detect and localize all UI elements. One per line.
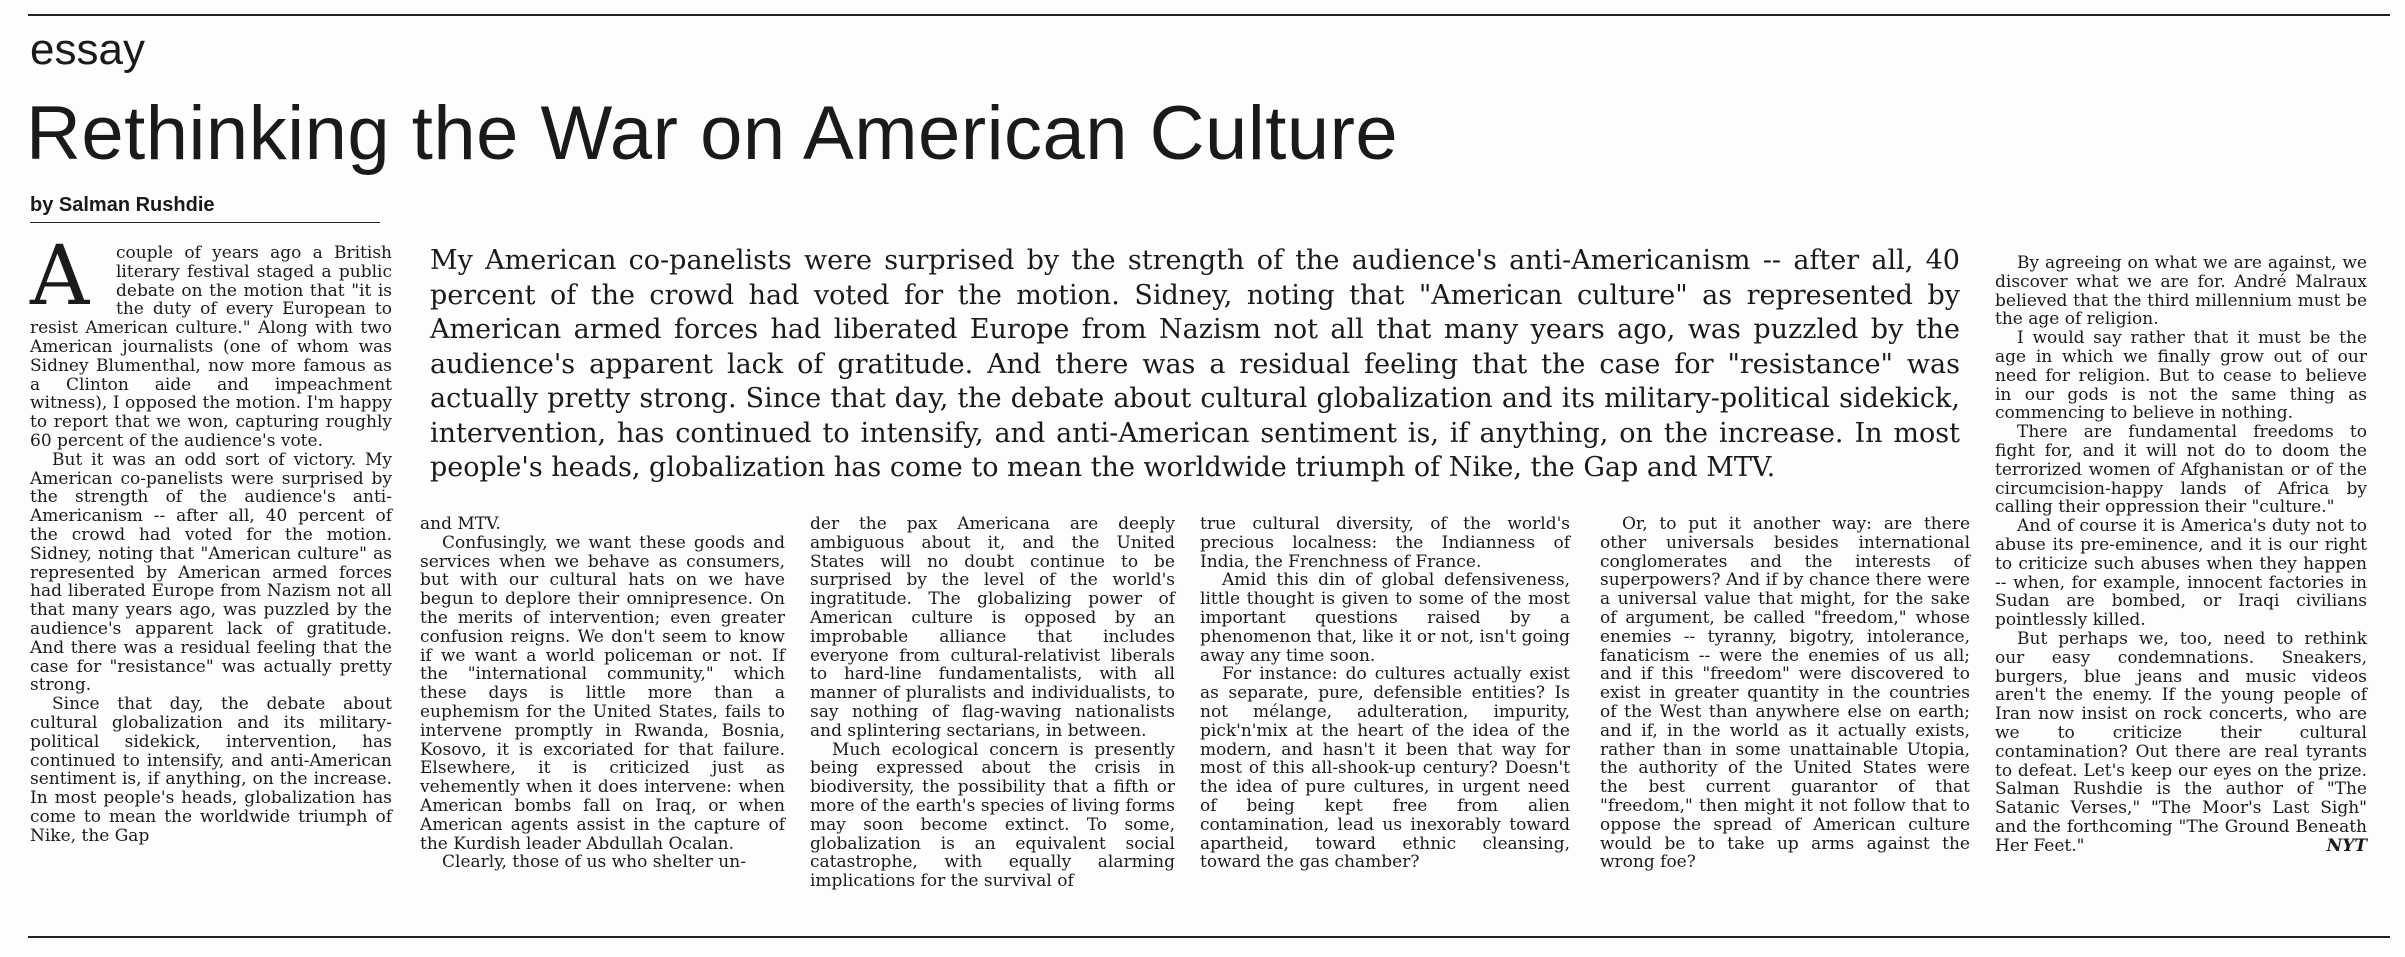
- paragraph: [1995, 630, 2367, 856]
- closing-text: But perhaps we, too, need to rethink our easy condemnations. Sneakers, burgers, blue jeans and music videos aren't the enemy. If the young people of Iran now insist on rock concerts, who are we to criticize their cultural contamination? Out there are real tyrants to defeat. Let's keep our eyes on the prize. Salman Rushdie is the author of "The Satanic Verses," "The Moor's Last Sigh" and the forthcoming "The Ground Beneath Her Feet.": [1995, 628, 2367, 856]
- paragraph: I would say rather that it must be the age in which we finally grow out of our need for religion. But to cease to believe in our gods is not the same thing as commencing to believe in nothing.: [1995, 328, 2367, 424]
- paragraph: And of course it is America's duty not to abuse its pre-eminence, and it is our right to criticize such abuses when they happen -- when, for example, innocent factories in Sudan are bombed, or Iraqi civilians pointlessly killed.: [1995, 516, 2367, 631]
- dropcap-box: [30, 229, 108, 324]
- paragraph: Since that day, the debate about cultural globalization and its military-political sidekick, intervention, has continued to intensify, and anti-American sentiment is, if anything, on the increase. In most people's heads, globalization has come to mean the worldwide triumph of Nike, the Gap: [30, 694, 392, 846]
- paragraph: Much ecological concern is presently being expressed about the crisis in biodiversity, the possibility that a fifth or more of the earth's species of living forms may soon become extinct. To some, globalization is an equivalent social catastrophe, with equally alarming implications for the survival of: [810, 739, 1175, 892]
- paragraph: But it was an odd sort of victory. My American co-panelists were surprised by the strength of the audience's anti-Americanism -- after all, 40 percent of the crowd had voted for the motion. Sidney, noting that "American culture" as represented by American armed forces had liberated Europe from Nazism not all that many years ago, was puzzled by the audience's apparent lack of gratitude. And there was a residual feeling that the case for "resistance" was actually pretty strong.: [30, 449, 392, 696]
- paragraph: Or, to put it another way: are there other universals besides international conglomerates and the interests of superpowers? And if by chance there were a universal value that might, for the sake of argument, be called "freedom," whose enemies -- tyranny, bigotry, intolerance, fanaticism -- were the enemies of us all; and if this "freedom" were discovered to exist in greater quantity in the countries of the West than anywhere else on earth; and if, in the world as it actually exists, rather than in some unattainable Utopia, the authority of the United States were the best current guarantor of that "freedom," then might it not follow that to oppose the spread of American culture would be to take up arms against the wrong foe?: [1600, 514, 1970, 873]
- paragraph: Clearly, those of us who shelter un-: [442, 852, 746, 873]
- paragraph: There are fundamental freedoms to fight for, and it will not do to doom the terrorized women of Afghanistan or of the circumcision-happy lands of Africa by calling their oppression their "culture.": [1995, 422, 2367, 518]
- bottom-rule: [28, 936, 2390, 938]
- column-5: [1600, 515, 1970, 872]
- paragraph: For instance: do cultures actually exist as separate, pure, defensible entities? Is not mélange, adulteration, impurity, pick'n'mix at the heart of the idea of the modern, and hasn't it been that way for most of this all-shook-up century? Doesn't the idea of pure cultures, in urgent need of being kept free from alien contamination, lead us inexorably toward apartheid, toward ethnic cleansing, toward the gas chamber?: [1200, 664, 1570, 873]
- headline: Rethinking the War on American Culture: [26, 91, 1399, 176]
- paragraph: and MTV.: [420, 514, 501, 534]
- byline: by Salman Rushdie: [30, 194, 215, 216]
- lead-text: couple of years ago a British literary festival staged a public debate on the motion that "it is the duty of every European to resist American culture." Along with two American journalists (one of whom was Sidney Blumenthal, now more famous as a Clinton aide and impeachment witness), I opposed the motion. I'm happy to report that we won, capturing roughly 60 percent of the audience's vote.: [30, 243, 392, 451]
- paragraph: true cultural diversity, of the world's precious localness: the Indianness of India, the Frenchness of France.: [1200, 514, 1570, 572]
- paragraph: Amid this din of global defensiveness, little thought is given to some of the most important questions raised by a phenomenon that, like it or not, isn't going away any time soon.: [1200, 570, 1570, 666]
- top-rule: [28, 14, 2390, 16]
- column-6: [1995, 254, 2367, 856]
- section-kicker: essay: [30, 25, 145, 74]
- column-2: [420, 515, 785, 872]
- paragraph-lead: [30, 229, 392, 451]
- column-1: [30, 229, 392, 846]
- paragraph: By agreeing on what we are against, we discover what we are for. André Malraux believed that the third millennium must be the age of religion.: [1995, 253, 2367, 330]
- pull-quote: My American co-panelists were surprised by the strength of the audience's anti-Americanism -- after all, 40 percent of the crowd had voted for the motion. Sidney, noting that "American culture" as represented by American armed forces had liberated Europe from Nazism not all that many years ago, was puzzled by the audience's apparent lack of gratitude. And there was a residual feeling that the case for "resistance" was actually pretty strong. Since that day, the debate about cultural globalization and its military-political sidekick, intervention, has continued to intensify, and anti-American sentiment is, if anything, on the increase. In most people's heads, globalization has come to mean the worldwide triumph of Nike, the Gap and MTV.: [430, 245, 1960, 483]
- paragraph: der the pax Americana are deeply ambiguous about it, and the United States will no doubt continue to be surprised by the level of the world's ingratitude. The globalizing power of American culture is opposed by an improbable alliance that includes everyone from cultural-relativist liberals to hard-line fundamentalists, with all manner of pluralists and individualists, to say nothing of flag-waving nationalists and splintering sectarians, in between.: [810, 514, 1175, 741]
- source-tag: NYT: [2326, 835, 2367, 856]
- column-4: [1200, 515, 1570, 872]
- paragraph: Confusingly, we want these goods and services when we behave as consumers, but with our cultural hats on we have begun to deplore their omnipresence. On the merits of intervention; even greater confusion reigns. We don't seem to know if we want a world policeman or not. If the "international community," which these days is little more than a euphemism for the United States, fails to intervene promptly in Rwanda, Bosnia, Kosovo, it is excoriated for that failure. Elsewhere, it is criticized just as vehemently when it does intervene: when American bombs fall on Iraq, or when American agents assist in the capture of the Kurdish leader Abdullah Ocalan.: [420, 532, 785, 854]
- dropcap: A: [30, 229, 90, 324]
- column-3: [810, 515, 1175, 891]
- byline-rule: [30, 222, 380, 223]
